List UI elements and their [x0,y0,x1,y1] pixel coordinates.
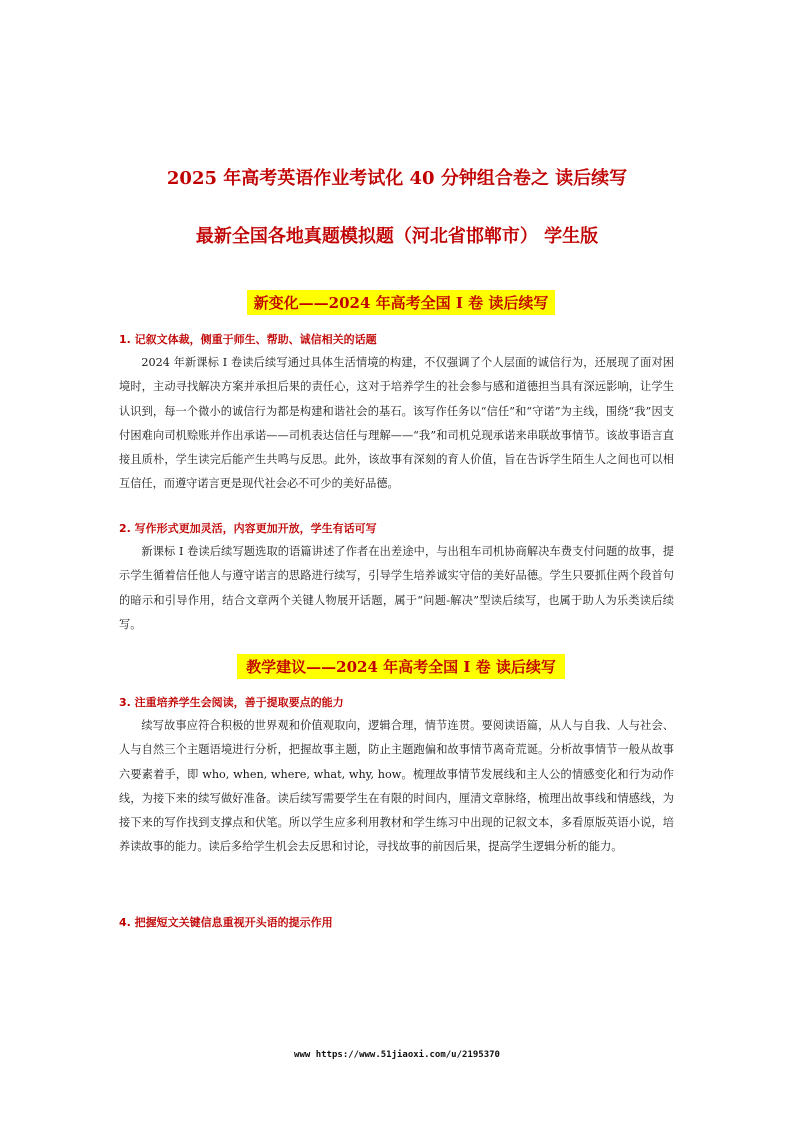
footer-url[interactable]: www https://www.51jiaoxi.com/u/2195370 [294,1050,500,1060]
section-banner-teaching-advice: 教学建议——2024 年高考全国 I 卷 读后续写 [237,654,565,679]
item-3-heading: 3. 注重培养学生会阅读，善于提取要点的能力 [119,696,344,709]
title-line-1: 2025 年高考英语作业考试化 40 分钟组合卷之 读后续写 [166,168,628,189]
item-4-heading: 4. 把握短文关键信息重视开头语的提示作用 [119,916,333,929]
item-2-heading: 2. 写作形式更加灵活，内容更加开放，学生有话可写 [119,522,377,535]
item-1-heading: 1. 记叙文体裁，侧重于师生、帮助、诚信相关的话题 [119,333,377,346]
item-1-paragraph: 2024 年新课标 I 卷读后续写通过具体生活情境的构建，不仅强调了个人层面的诚信行为，还展现了面对困境时，主动寻找解决方案并承担后果的责任心，这对于培养学生的社会参与感和道德担当具有深远影响，让学生认识到，每一个微小的诚信行为都是构建和谐社会的基石。该写作任务以“信任”和“守诺”为主线，围绕“我”因支付困难向司机赊账并作出承诺——司机表达信任与理解——“我”和司机兑现承诺来串联故事情节。该故事语言直接且质朴，学生读完后能产生共鸣与反思。此外，该故事有深刻的育人价值，旨在告诉学生陌生人之间也可以相互信任，而遵守诺言更是现代社会必不可少的美好品德。 [119,356,674,491]
title-line-2: 最新全国各地真题模拟题（河北省邯郸市） 学生版 [195,226,599,247]
section-banner-new-changes: 新变化——2024 年高考全国 I 卷 读后续写 [247,290,555,315]
item-2-paragraph: 新课标 I 卷读后续写题选取的语篇讲述了作者在出差途中，与出租车司机协商解决车费支付问题的故事，提示学生循着信任他人与遵守诺言的思路进行续写，引导学生培养诚实守信的美好品德。学生只要抓住两个段首句的暗示和引导作用，结合文章两个关键人物展开话题，属于“问题-解决”型读后续写，也属于助人为乐类读后续写。 [119,545,674,631]
item-3-paragraph: 续写故事应符合积极的世界观和价值观取向，逻辑合理，情节连贯。要阅读语篇，从人与自我、人与社会、人与自然三个主题语境进行分析，把握故事主题，防止主题跑偏和故事情节离奇荒诞。分析故事情节一般从故事六要素着手，即 who, when, where, what, why, how。梳理故事情节发展线和主人公的情感变化和行为动作线，为接下来的续写做好准备。读后续写需要学生在有限的时间内，厘清文章脉络，梳理出故事线和情感线，为接下来的写作找到支撑点和伏笔。所以学生应多利用教材和学生练习中出现的记叙文本，多看原版英语小说，培养读故事的能力。读后多给学生机会去反思和讨论，寻找故事的前因后果，提高学生逻辑分析的能力。 [119,719,674,854]
